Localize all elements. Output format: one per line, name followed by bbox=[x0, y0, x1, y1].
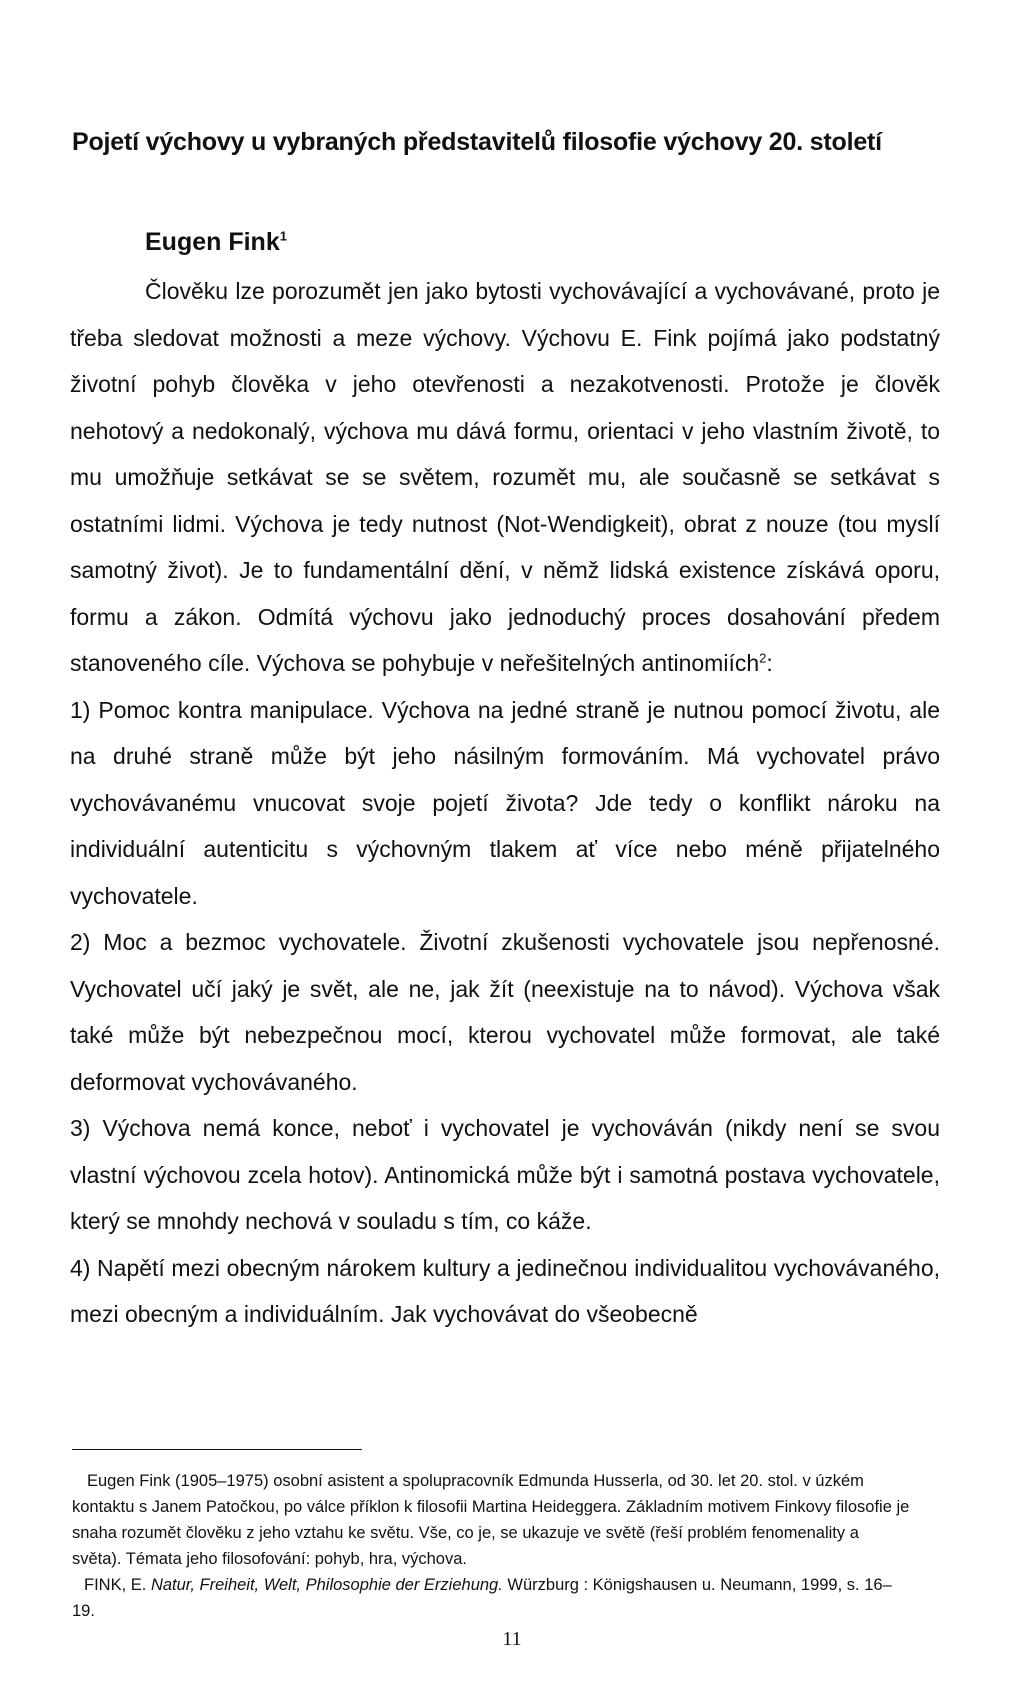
footnote-2-author: FINK, E. bbox=[84, 1576, 147, 1594]
antinomy-item-4: 4) Napětí mezi obecným nárokem kultury a jedinečnou individualitou vychovávaného, mezi obecným a individuálním. Jak vychovávat do všeobecně bbox=[70, 1254, 940, 1327]
antinomy-item-2: 2) Moc a bezmoc vychovatele. Životní zkušenosti vychovatele jsou nepřenosné. Vychovatel učí jaký je svět, ale ne, jak žít (neexistuje na to návod). Výchova však také může být nebezpečnou mocí, kterou vychovatel může formovat, ale také deformovat vychovávaného. bbox=[70, 929, 940, 1095]
footnote-separator bbox=[72, 1449, 362, 1450]
footnotes bbox=[72, 1468, 912, 1624]
footnote-marker-1[interactable]: 1 bbox=[279, 228, 287, 244]
section-heading bbox=[145, 228, 287, 257]
paragraph-intro-text: Člověku lze porozumět jen jako bytosti vychovávající a vychovávané, proto je třeba sledovat možnosti a meze výchovy. Výchovu E. Fink pojímá jako podstatný životní pohyb člověka v jeho otevřenosti a nezakotvenosti. Protože je člověk nehotový a nedokonalý, výchova mu dává formu, orientaci v jeho vlastním životě, to mu umožňuje setkávat se se světem, rozumět mu, ale současně se setkávat s ostatními lidmi. Výchova je tedy nutnost (Not-Wendigkeit), obrat z nouze (tou myslí samotný život). Je to fundamentální dění, v němž lidská existence získává oporu, formu a zákon. Odmítá výchovu jako jednoduchý proces dosahování předem stanoveného cíle. Výchova se pohybuje v neřešitelných antinomiích bbox=[70, 278, 940, 676]
section-heading-text: Eugen Fink bbox=[145, 228, 280, 256]
page-heading: Pojetí výchovy u vybraných představitelů filosofie výchovy 20. století bbox=[72, 128, 882, 156]
paragraph-intro-tail: : bbox=[766, 650, 773, 676]
paragraph-intro bbox=[70, 268, 940, 687]
body-text bbox=[70, 268, 940, 1338]
antinomy-item-1: 1) Pomoc kontra manipulace. Výchova na jedné straně je nutnou pomocí životu, ale na druhé straně může být jeho násilným formováním. Má vychovatel právo vychovávanému vnucovat svoje pojetí života? Jde tedy o konflikt nároku na individuální autenticitu s výchovným tlakem ať více nebo méně přijatelného vychovatele. bbox=[70, 696, 940, 909]
footnote-marker-2[interactable]: 2 bbox=[759, 650, 767, 666]
footnote-2-publisher: Würzburg : Königshausen u. Neumann, 1999, s. 16–19. bbox=[72, 1576, 892, 1620]
footnote-1: Eugen Fink (1905–1975) osobní asistent a spolupracovník Edmunda Husserla, od 30. let 20. stol. v úzkém kontaktu s Janem Patočkou, po válce příklon k filosofii Martina Heideggera. Základním motivem Finkovy filosofie je snaha rozumět člověku z jeho vztahu ke světu. Vše, co je, se ukazuje ve světě (řeší problém fenomenality a světa). Témata jeho filosofování: pohyb, hra, výchova. bbox=[72, 1472, 910, 1568]
footnote-2 bbox=[72, 1572, 912, 1624]
footnote-2-title: Natur, Freiheit, Welt, Philosophie der Erziehung. bbox=[150, 1576, 503, 1594]
antinomy-item-3: 3) Výchova nemá konce, neboť i vychovatel je vychováván (nikdy není se svou vlastní výchovou zcela hotov). Antinomická může být i samotná postava vychovatele, který se mnohdy nechová v souladu s tím, co káže. bbox=[70, 1115, 940, 1234]
page-number: 11 bbox=[502, 1628, 522, 1650]
